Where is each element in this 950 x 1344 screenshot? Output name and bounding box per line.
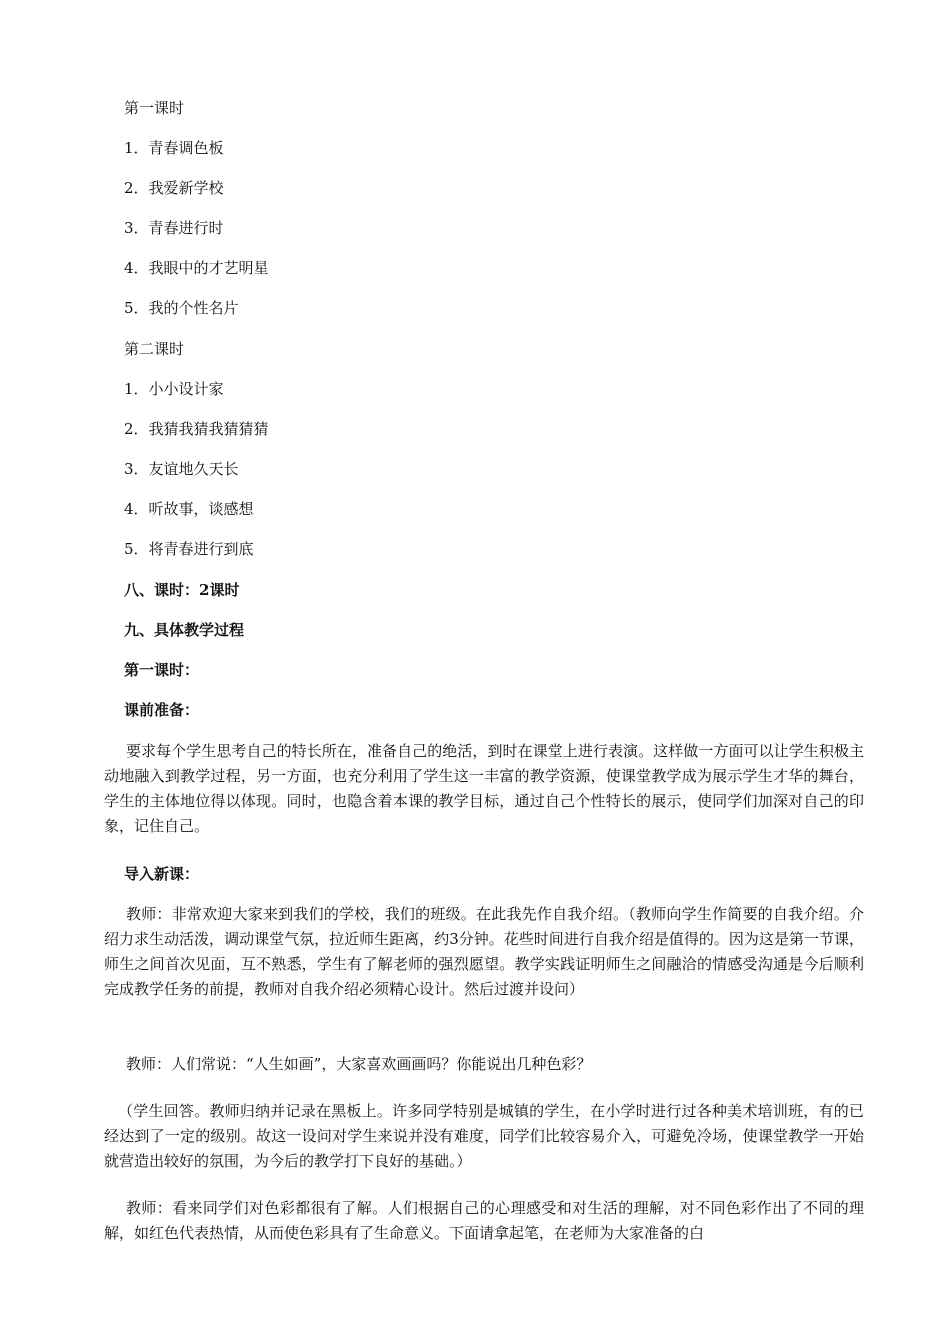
lesson2-item-5: 5．将青春进行到底 (124, 540, 254, 558)
paragraph-teacher-intro: 教师：非常欢迎大家来到我们的学校，我们的班级。在此我先作自我介绍。（教师向学生作简要的自我介绍。介绍力求生动活泼，调动课堂气氛，拉近师生距离，约3分钟。花些时间进行自我介绍是值得的。因为这是第一节课，师生之间首次见面，互不熟悉，学生有了解老师的强烈愿望。教学实践证明师生之间融洽的情感受沟通是今后顺利完成教学任务的前提，教师对自我介绍必须精心设计。然后过渡并设问） (104, 905, 864, 998)
lesson1-item-3: 3．青春进行时 (124, 219, 224, 237)
paragraph-student-answer: （学生回答。教师归纳并记录在黑板上。许多同学特别是城镇的学生，在小学时进行过各种美术培训班，有的已经达到了一定的级别。故这一设问对学生来说并没有难度，同学们比较容易介入，可避免冷场，使课堂教学一开始就营造出较好的氛围，为今后的教学打下良好的基础。） (104, 1102, 864, 1170)
section-intro-heading: 导入新课： (124, 865, 200, 883)
lesson2-item-1: 1．小小设计家 (124, 380, 224, 398)
section-process: 九、具体教学过程 (124, 621, 245, 639)
lesson2-item-3: 3．友谊地久天长 (124, 460, 239, 478)
section-prep-heading: 课前准备： (124, 701, 200, 719)
lesson1-item-5: 5．我的个性名片 (124, 299, 239, 317)
section-first-lesson: 第一课时： (124, 661, 200, 679)
paragraph-prep: 要求每个学生思考自己的特长所在，准备自己的绝活，到时在课堂上进行表演。这样做一方面可以让学生积极主动地融入到教学过程，另一方面，也充分利用了学生这一丰富的教学资源，使课堂教学成为展示学生才华的舞台，学生的主体地位得以体现。同时，也隐含着本课的教学目标，通过自己个性特长的展示，使同学们加深对自己的印象，记住自己。 (104, 742, 864, 835)
lesson2-heading: 第二课时 (124, 340, 185, 358)
lesson1-item-4: 4．我眼中的才艺明星 (124, 259, 269, 277)
paragraph-teacher-colors: 教师：看来同学们对色彩都很有了解。人们根据自己的心理感受和对生活的理解，对不同色彩作出了不同的理解，如红色代表热情，从而使色彩具有了生命意义。下面请拿起笔，在老师为大家准备的白 (104, 1199, 864, 1242)
lesson1-item-1: 1．青春调色板 (124, 139, 224, 157)
lesson1-item-2: 2．我爱新学校 (124, 179, 224, 197)
lesson2-item-4: 4．听故事，谈感想 (124, 500, 254, 518)
paragraph-teacher-question: 教师：人们常说：“人生如画”，大家喜欢画画吗？你能说出几种色彩？ (126, 1055, 592, 1073)
lesson1-heading: 第一课时 (124, 99, 185, 117)
section-hours: 八、课时：2课时 (124, 581, 240, 599)
lesson2-item-2: 2．我猜我猜我猜猜猜 (124, 420, 269, 438)
